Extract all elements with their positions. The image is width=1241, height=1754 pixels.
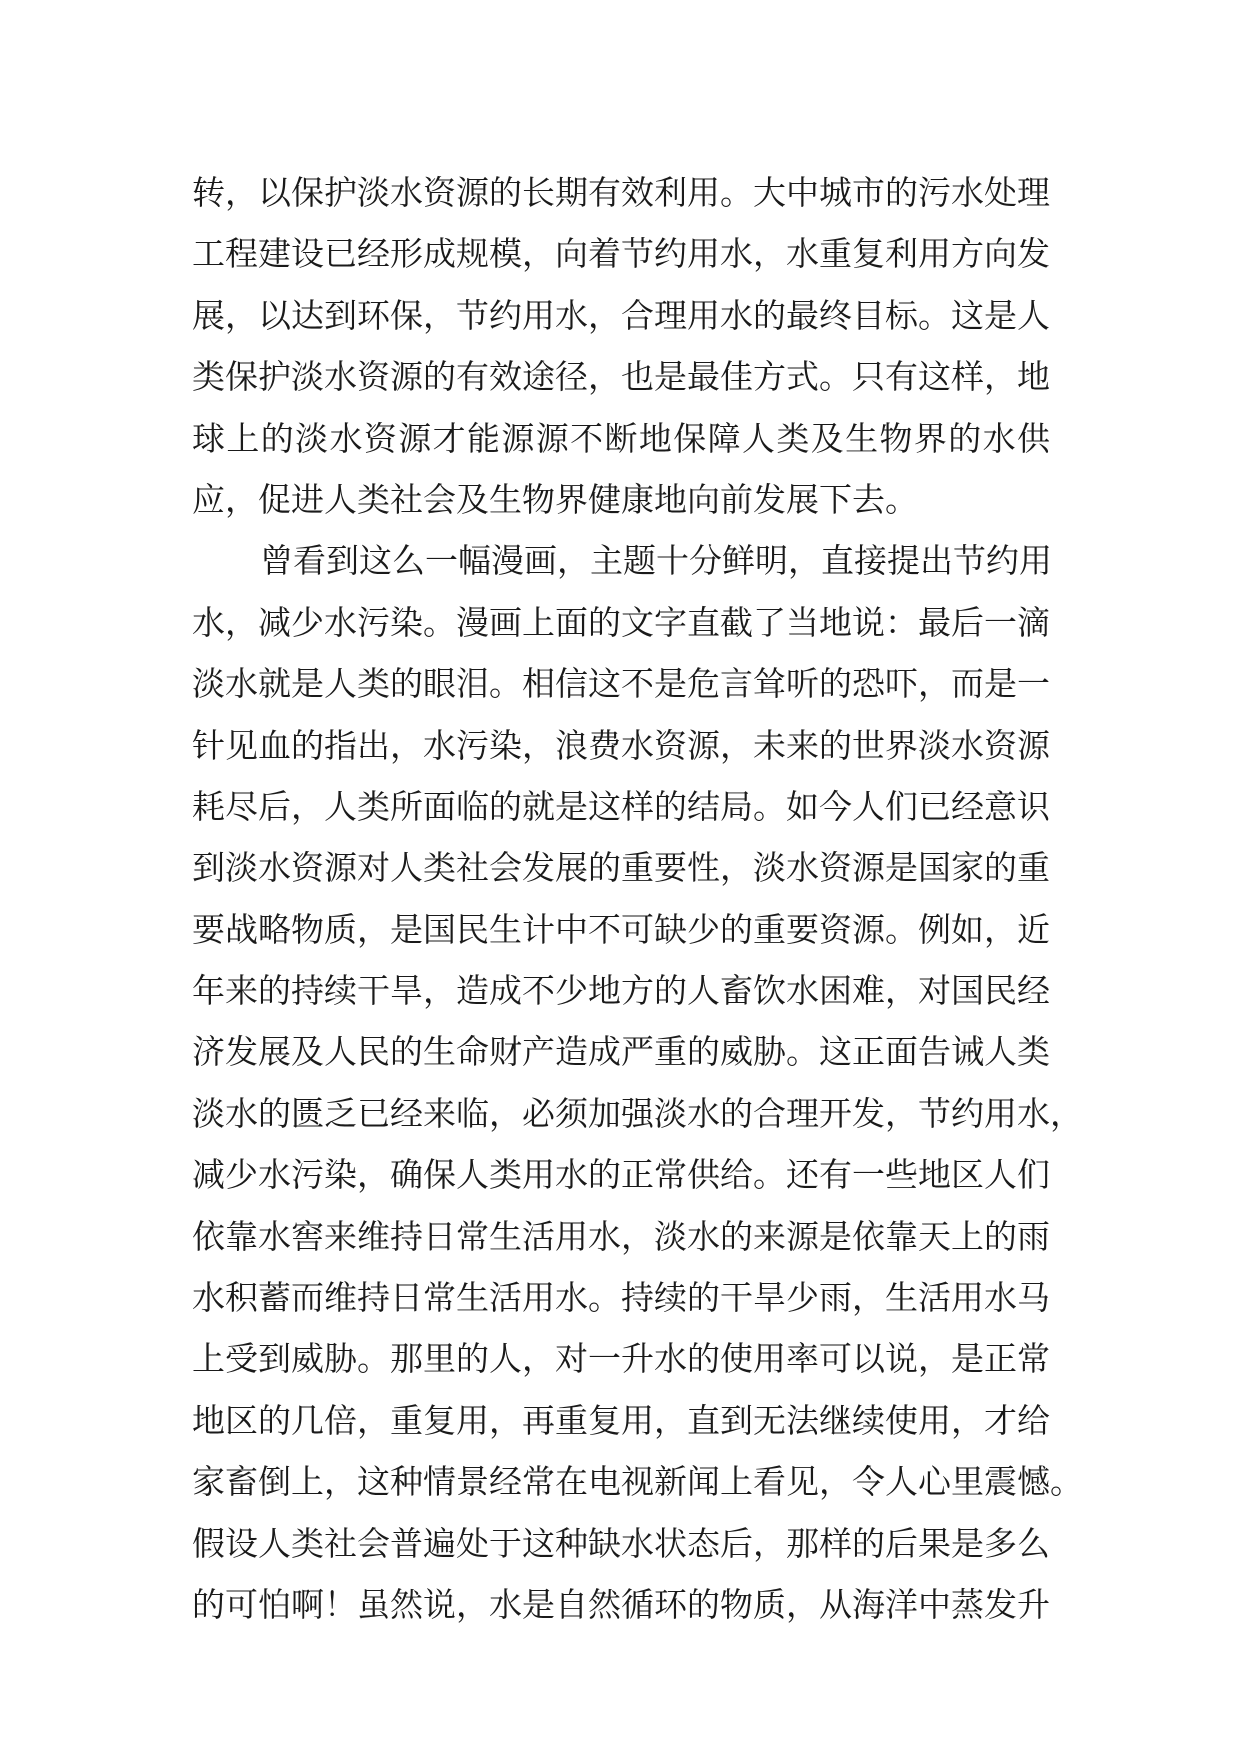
text-line: 类保护淡水资源的有效途径，也是最佳方式。只有这样，地 bbox=[192, 357, 1050, 397]
text-line: 年来的持续干旱，造成不少地方的人畜饮水困难，对国民经 bbox=[192, 971, 1050, 1011]
text-line: 转，以保护淡水资源的长期有效利用。大中城市的污水处理 bbox=[192, 173, 1050, 212]
text-line: 针见血的指出，水污染，浪费水资源，未来的世界淡水资源 bbox=[192, 725, 1050, 765]
text-line: 淡水的匮乏已经来临，必须加强淡水的合理开发，节约用水， bbox=[192, 1093, 1083, 1133]
text-line: 球上的淡水资源才能源源不断地保障人类及生物界的水供 bbox=[192, 418, 1050, 458]
text-line: 依靠水窖来维持日常生活用水，淡水的来源是依靠天上的雨 bbox=[192, 1216, 1050, 1256]
text-line: 地区的几倍，重复用，再重复用，直到无法继续使用，才给 bbox=[192, 1400, 1050, 1440]
text-line: 曾看到这么一幅漫画，主题十分鲜明，直接提出节约用 bbox=[260, 541, 1052, 581]
text-line: 耗尽后，人类所面临的就是这样的结局。如今人们已经意识 bbox=[192, 786, 1050, 826]
text-line: 济发展及人民的生命财产造成严重的威胁。这正面告诫人类 bbox=[192, 1032, 1050, 1072]
text-line: 工程建设已经形成规模，向着节约用水，水重复利用方向发 bbox=[192, 234, 1050, 274]
paragraph-1 bbox=[192, 162, 1050, 530]
text-line: 假设人类社会普遍处于这种缺水状态后，那样的后果是多么 bbox=[192, 1523, 1050, 1563]
text-line: 家畜倒上，这种情景经常在电视新闻上看见，令人心里震憾。 bbox=[192, 1462, 1083, 1502]
text-line: 要战略物质，是国民生计中不可缺少的重要资源。例如，近 bbox=[192, 909, 1050, 949]
text-line: 应，促进人类社会及生物界健康地向前发展下去。 bbox=[192, 479, 918, 519]
text-line: 到淡水资源对人类社会发展的重要性，淡水资源是国家的重 bbox=[192, 848, 1050, 888]
text-line: 的可怕啊！虽然说，水是自然循环的物质，从海洋中蒸发升 bbox=[192, 1584, 1050, 1624]
text-line: 展，以达到环保，节约用水，合理用水的最终目标。这是人 bbox=[192, 295, 1050, 335]
body-text bbox=[192, 162, 1083, 1635]
text-line: 上受到威胁。那里的人，对一升水的使用率可以说，是正常 bbox=[192, 1339, 1050, 1379]
text-line: 减少水污染，确保人类用水的正常供给。还有一些地区人们 bbox=[192, 1155, 1050, 1195]
paragraph-2 bbox=[192, 530, 1083, 1635]
text-line: 水，减少水污染。漫画上面的文字直截了当地说：最后一滴 bbox=[192, 602, 1050, 642]
text-line: 水积蓄而维持日常生活用水。持续的干旱少雨，生活用水马 bbox=[192, 1278, 1050, 1318]
text-line: 淡水就是人类的眼泪。相信这不是危言耸听的恐吓，而是一 bbox=[192, 664, 1050, 704]
